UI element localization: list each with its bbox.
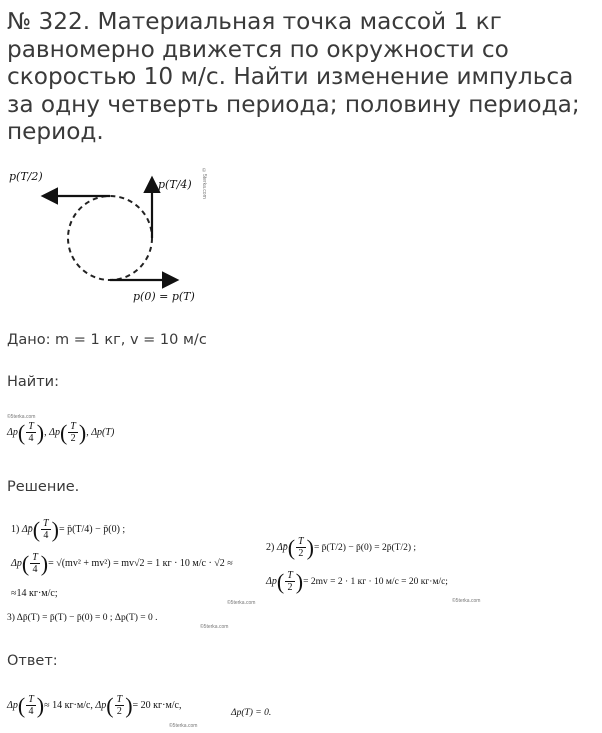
find-frac-num-2: T bbox=[70, 421, 76, 432]
find-watermark: ©5terka.com bbox=[7, 414, 36, 420]
s2-line2-tail: = 2mv = 2 · 1 кг · 10 м/с = 20 кг·м/с; bbox=[303, 576, 448, 587]
s2-line1-tail: = p̄(T/2) − p̄(0) = 2p̄(T/2) ; bbox=[313, 542, 417, 553]
ans-frac-den-b: 2 bbox=[116, 706, 122, 717]
s1-frac-den-b: 4 bbox=[32, 564, 38, 575]
s1-frac-num-b: T bbox=[32, 552, 38, 563]
solution-step3 bbox=[5, 610, 230, 630]
label-p-t2: p(T/2) bbox=[9, 170, 43, 183]
ans-frac-num-b: T bbox=[116, 694, 123, 705]
solution-label: Решение. bbox=[7, 479, 80, 495]
s1-line1-tail: = p̄(T/4) − p̄(0) ; bbox=[58, 524, 126, 535]
s2-frac-num-a: T bbox=[298, 536, 304, 547]
orbit-circle bbox=[68, 196, 152, 280]
find-frac-num-1: T bbox=[28, 421, 34, 432]
s1-prefix: 1) bbox=[11, 524, 20, 535]
s1-watermark: ©5terka.com bbox=[227, 600, 256, 606]
label-p0: p(0) = p(T) bbox=[133, 290, 195, 303]
ans-frac-num-a: T bbox=[28, 694, 34, 705]
s2-frac-num-b: T bbox=[287, 570, 293, 581]
answer-formula: Δp ( $\frac{T}{4}$ ) ≈ 14 кг·м/с, Δp ( $\frac{T}{2}$ ) = 20 кг·м/с, bbox=[5, 690, 227, 726]
s3-watermark: ©5terka.com bbox=[200, 624, 229, 630]
circle-diagram bbox=[5, 160, 210, 308]
answer-watermark: ©5terka.com bbox=[169, 723, 198, 729]
s2-frac-den-a: 2 bbox=[298, 548, 304, 559]
find-dp-2: Δp bbox=[49, 427, 60, 438]
diagram-watermark: ©5terka.com bbox=[201, 168, 207, 199]
find-label: Найти: bbox=[7, 374, 59, 390]
ans-a2-tail: = 20 кг·м/с, bbox=[132, 700, 182, 711]
problem-title: № 322. Материальная точка массой 1 кг равномерно движется по окружности со скоростью 10 м/с. Найти изменение импульса за одну четверть периода; половину периода; период. bbox=[7, 8, 580, 145]
s2-watermark: ©5terka.com bbox=[452, 598, 481, 604]
s1-frac-den-a: 4 bbox=[43, 530, 49, 541]
ans-frac-den-a: 4 bbox=[28, 706, 34, 717]
ans-a1-tail: ≈ 14 кг·м/с, bbox=[44, 700, 93, 711]
answer-formula-3 bbox=[169, 704, 293, 729]
s2-prefix: 2) bbox=[266, 542, 275, 553]
find-comma-2: , bbox=[86, 427, 89, 438]
find-frac-den-2: 2 bbox=[70, 433, 76, 444]
find-dp-T: Δp(T) bbox=[91, 427, 115, 438]
solution-step2: 2) Δp̄ ( $\frac{T}{2}$ ) = p̄(T/2) − p̄(0) = 2p̄(T/2) ; Δp ( $\frac{T}{2}$ ) = 2mv = 2 · 1 кг · 10 м/с = 20 кг·м/с; ©5terka.com bbox=[264, 532, 488, 604]
s1-line3: ≈14 кг·м/с; bbox=[11, 588, 58, 599]
s3-line: 3) Δp̄(T) = p̄(T) − p̄(0) = 0 ; Δp(T) = 0 . bbox=[7, 613, 158, 623]
find-formula: ©5terka.com Δp ( $\frac{T}{4}$ ) , Δp ( $\frac{T}{2}$ ) , Δp(T) bbox=[5, 413, 137, 453]
given-text: Дано: m = 1 кг, v = 10 м/с bbox=[7, 332, 207, 348]
s2-frac-den-b: 2 bbox=[287, 582, 293, 593]
s1-line2-tail: = √(mv² + mv²) = mv√2 = 1 кг · 10 м/с · √2 ≈ bbox=[48, 558, 233, 569]
answer-label: Ответ: bbox=[7, 653, 58, 669]
ans-a3: Δp(T) = 0. bbox=[231, 708, 272, 718]
solution-step1: 1) Δp̄ ( $\frac{T}{4}$ ) = p̄(T/4) − p̄(0) ; Δp ( $\frac{T}{4}$ ) = √(mv² + mv²) = mv√2 = 1 кг · 10 м/с · √2 ≈ ≈14 кг·м/с; ©5terka.com bbox=[5, 516, 263, 608]
s1-frac-num-a: T bbox=[43, 518, 49, 529]
find-comma-1: , bbox=[44, 427, 47, 438]
find-dp-1: Δp bbox=[7, 427, 18, 438]
label-p-t4: p(T/4) bbox=[158, 178, 192, 191]
find-frac-den-1: 4 bbox=[28, 433, 34, 444]
